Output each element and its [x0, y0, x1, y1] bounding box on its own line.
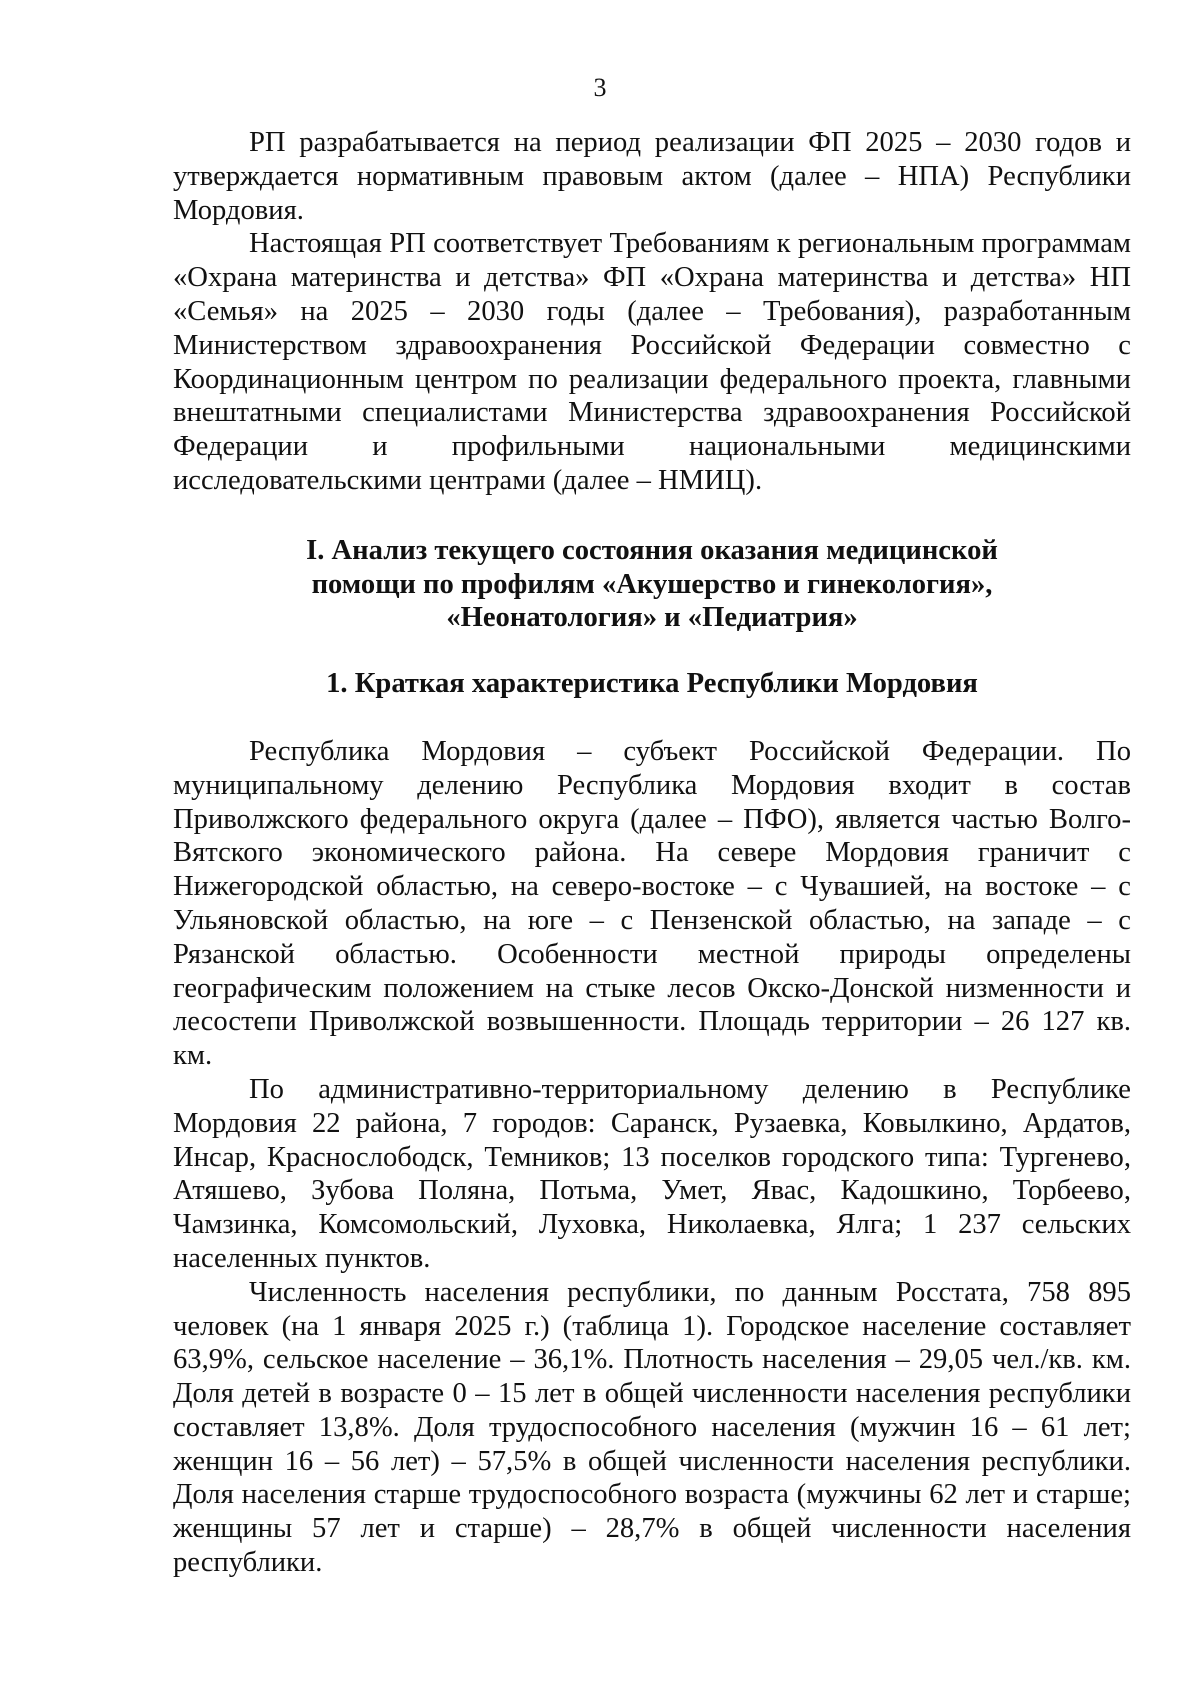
paragraph-administrative-division: По административно-территориальному делению в Республике Мордовия 22 района, 7 городов: Саранск, Рузаевка, Ковылкино, Ардатов, Инсар, Краснослободск, Темников; 13 поселков городского типа: Тургенево, Атяшево, Зубова Поляна, Потьма, Умет, Явас, Кадошкино, Торбеево, Чамзинка, Комсомольский, Луховка, Николаевка, Ялга; 1 237 сельских населенных пунктов.: [173, 1073, 1131, 1274]
subsection-heading: 1. Краткая характеристика Республики Мордовия: [326, 668, 978, 700]
section-heading-line: «Неонатология» и «Педиатрия»: [446, 602, 858, 634]
section-heading-line: I. Анализ текущего состояния оказания медицинской: [306, 534, 998, 566]
section-heading: [173, 534, 1131, 635]
paragraph-rp-period: РП разрабатывается на период реализации ФП 2025 – 2030 годов и утверждается нормативным правовым актом (далее – НПА) Республики Мордовия.: [173, 127, 1131, 226]
paragraph-population: Численность населения республики, по данным Росстата, 758 895 человек (на 1 января 2025 г.) (таблица 1). Городское население составляет 63,9%, сельское население – 36,1%. Плотность населения – 29,05 чел./кв. км. Доля детей в возрасте 0 – 15 лет в общей численности населения республики составляет 13,8%. Доля трудоспособного населения (мужчин 16 – 61 лет; женщин 16 – 56 лет) – 57,5% в общей численности населения республики. Доля населения старше трудоспособного возраста (мужчины 62 лет и старше; женщины 57 лет и старше) – 28,7% в общей численности населения республики.: [173, 1276, 1131, 1579]
document-body: [173, 126, 1131, 1580]
section-heading-line: помощи по профилям «Акушерство и гинекология»,: [311, 568, 993, 600]
paragraph-geography: Республика Мордовия – субъект Российской Федерации. По муниципальному делению Республика Мордовия входит в состав Приволжского федерального округа (далее – ПФО), является частью Волго-Вятского экономического района. На севере Мордовия граничит с Нижегородской областью, на северо-востоке – с Чувашией, на востоке – с Ульяновской областью, на юге – с Пензенской областью, на западе – с Рязанской областью. Особенности местной природы определены географическим положением на стыке лесов Окско-Донской низменности и лесостепи Приволжской возвышенности. Площадь территории – 26 127 кв. км.: [173, 735, 1131, 1072]
paragraph-rp-requirements: Настоящая РП соответствует Требованиям к региональным программам «Охрана материнства и детства» ФП «Охрана материнства и детства» НП «Семья» на 2025 – 2030 годы (далее – Требования), разработанным Министерством здравоохранения Российской Федерации совместно с Координационным центром по реализации федерального проекта, главными внештатными специалистами Министерства здравоохранения Российской Федерации и профильными национальными медицинскими исследовательскими центрами (далее – НМИЦ).: [173, 228, 1131, 496]
page-number: 3: [593, 73, 607, 102]
